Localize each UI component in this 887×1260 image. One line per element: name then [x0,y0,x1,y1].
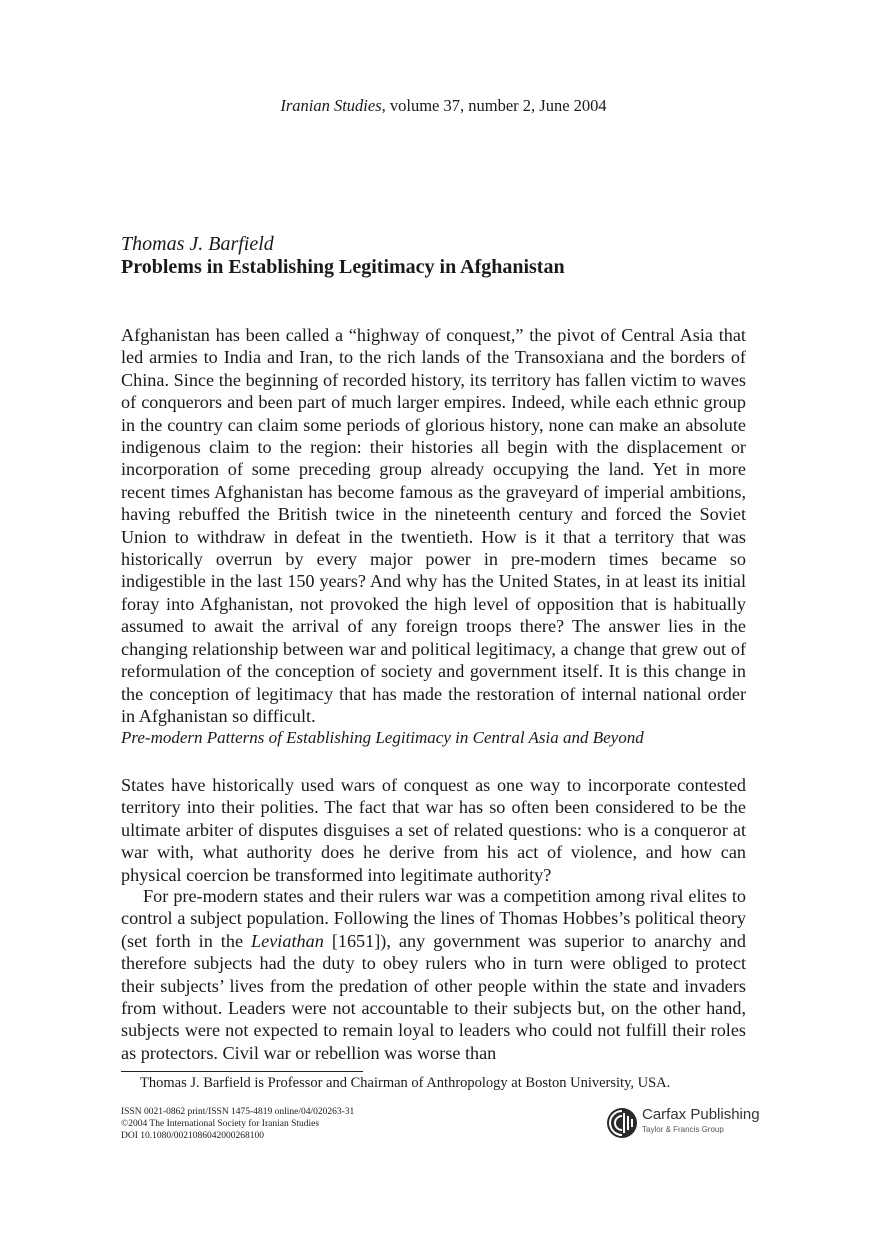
article-title: Problems in Establishing Legitimacy in Afghanistan [121,256,565,278]
para-text-before: For pre-modern states and their rulers war was a competition among rival elites to control a subject population. Following the lines of Thomas Hobbes’s political theory (set forth in the [121,886,746,951]
intro-paragraph: Afghanistan has been called a “highway of conquest,” the pivot of Central Asia that led armies to India and Iran, to the rich lands of the Transoxiana and the borders of China. Since the beginning of recorded history, its territory has fallen victim to waves of conquerors and been part of much larger empires. Indeed, while each ethnic group in the country can claim some periods of glorious history, none can make an absolute indigenous claim to the region: their histories all begin with the displacement or incorporation of some preceding group already occupying the land. Yet in more recent times Afghanistan has become famous as the graveyard of imperial ambitions, having rebuffed the British twice in the nineteenth century and forced the Soviet Union to withdraw in defeat in the twentieth. How is it that a territory that was historically overrun by every major power in pre-modern times became so indigestible in the last 150 years? And why has the United States, in at least its initial foray into Afghanistan, not provoked the high level of opposition that is habitually assumed to await the arrival of any foreign troops there? The answer lies in the changing relationship between war and political legitimacy, a change that grew out of reformulation of the conception of society and government itself. It is this change in the conception of legitimacy that has made the restoration of internal national order in Afghanistan so difficult. [121,325,746,726]
copyright-line: ©2004 The International Society for Iranian Studies [121,1119,320,1129]
author-name: Thomas J. Barfield [121,233,274,255]
para-text-after: [1651]), any government was superior to anarchy and therefore subjects had the duty to obey rulers who in turn were obliged to protect their subjects’ lives from the predation of other people within the state and invaders from without. Leaders were not accountable to their subjects but, on the other hand, subjects were not expected to remain loyal to leaders who could not fulfill their roles as protectors. Civil war or rebellion was worse than [121,930,746,1063]
issue-info: , volume 37, number 2, June 2004 [381,96,607,115]
running-head [0,96,887,116]
issn-line: ISSN 0021-0862 print/ISSN 1475-4819 online/04/020263-31 [121,1107,355,1117]
publisher-name: Carfax Publishing [642,1106,760,1123]
doi-line: DOI 10.1080/0021086042000268100 [121,1131,265,1141]
body-paragraph-2 [121,885,746,1064]
carfax-logo-icon [606,1107,638,1139]
body-paragraph-1: States have historically used wars of conquest as one way to incorporate contested territory into their polities. The fact that war has so often been considered to be the ultimate arbiter of disputes disguises a set of related questions: who is a conqueror at war with, what authority does he derive from his act of violence, and how can physical coercion be transformed into legitimate authority? [121,775,746,885]
footnote-rule [121,1071,363,1072]
section-heading: Pre-modern Patterns of Establishing Legitimacy in Central Asia and Beyond [121,728,644,747]
publisher-logo [606,1105,760,1141]
publisher-group: Taylor & Francis Group [642,1125,724,1134]
journal-name: Iranian Studies [280,96,382,115]
author-footnote: Thomas J. Barfield is Professor and Chairman of Anthropology at Boston University, USA. [140,1075,671,1091]
leviathan-title: Leviathan [251,930,324,951]
